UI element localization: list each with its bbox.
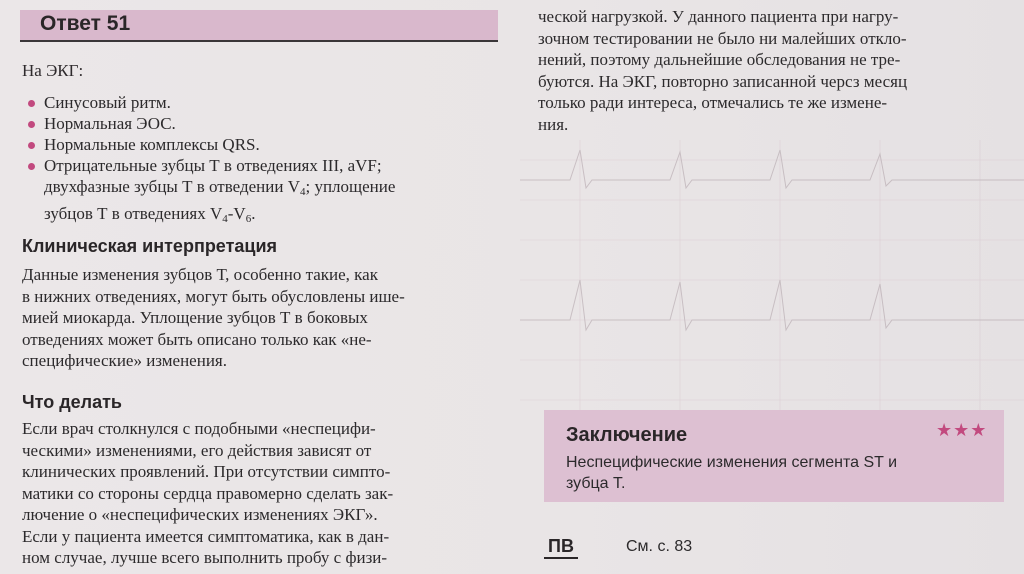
bullet-icon	[28, 163, 35, 170]
clinical-heading: Клиническая интерпретация	[22, 236, 278, 256]
conclusion-text: Неспецифические изменения сегмента ST и зубца Т.	[566, 454, 898, 492]
list-item: Отрицательные зубцы Т в отведениях III, aVF; двухфазные зубцы Т в отведении $V_4$; уплощение зубцов Т в отведениях $V_4-V_6$.	[28, 155, 508, 230]
ecg-lead: На ЭКГ:	[22, 61, 84, 80]
right-column-paragraph: ческой нагрузкой. У данного пациента при нагру- зочном тестировании не было ни малейших откло- нений, поэтому дальнейшие обследования не тре- буются. На ЭКГ, повторно записанной черсз месяц только ради интереса, отмечались те же измене- ния.	[538, 7, 908, 134]
bullet-icon	[28, 121, 35, 128]
pv-label: ПВ	[544, 536, 578, 559]
list-item: Нормальная ЭОС.	[28, 113, 508, 134]
todo-heading: Что делать	[22, 392, 122, 412]
conclusion-title: Заключение	[566, 424, 688, 446]
clinical-paragraph: Данные изменения зубцов Т, особенно такие, как в нижних отведениях, могут быть обусловлены ише- мией миокарда. Уплощение зубцов Т в боковых отведениях может быть описано только как «не- специфические» изменения.	[22, 265, 405, 370]
ecg-findings-list	[28, 92, 508, 230]
see-page-reference: См. с. 83	[626, 538, 693, 555]
star-rating-icon: ★★★	[936, 420, 988, 441]
bullet-icon	[28, 100, 35, 107]
todo-paragraph: Если врач столкнулся с подобными «неспецифи- ческими» изменениями, его действия зависят от клинических проявлений. При отсутствии симпто- матики со стороны сердца правомерно сделать зак- лючение о «неспецифических изменениях ЭКГ». Если у пациента имеется симптоматика, как в дан- ном случае, лучше всего выполнить пробу с физи-	[22, 419, 394, 567]
list-item: Синусовый ритм.	[28, 92, 508, 113]
ecg-background-trace	[520, 140, 1024, 440]
bullet-icon	[28, 142, 35, 149]
answer-title: Ответ 51	[40, 12, 131, 35]
list-item: Нормальные комплексы QRS.	[28, 134, 508, 155]
